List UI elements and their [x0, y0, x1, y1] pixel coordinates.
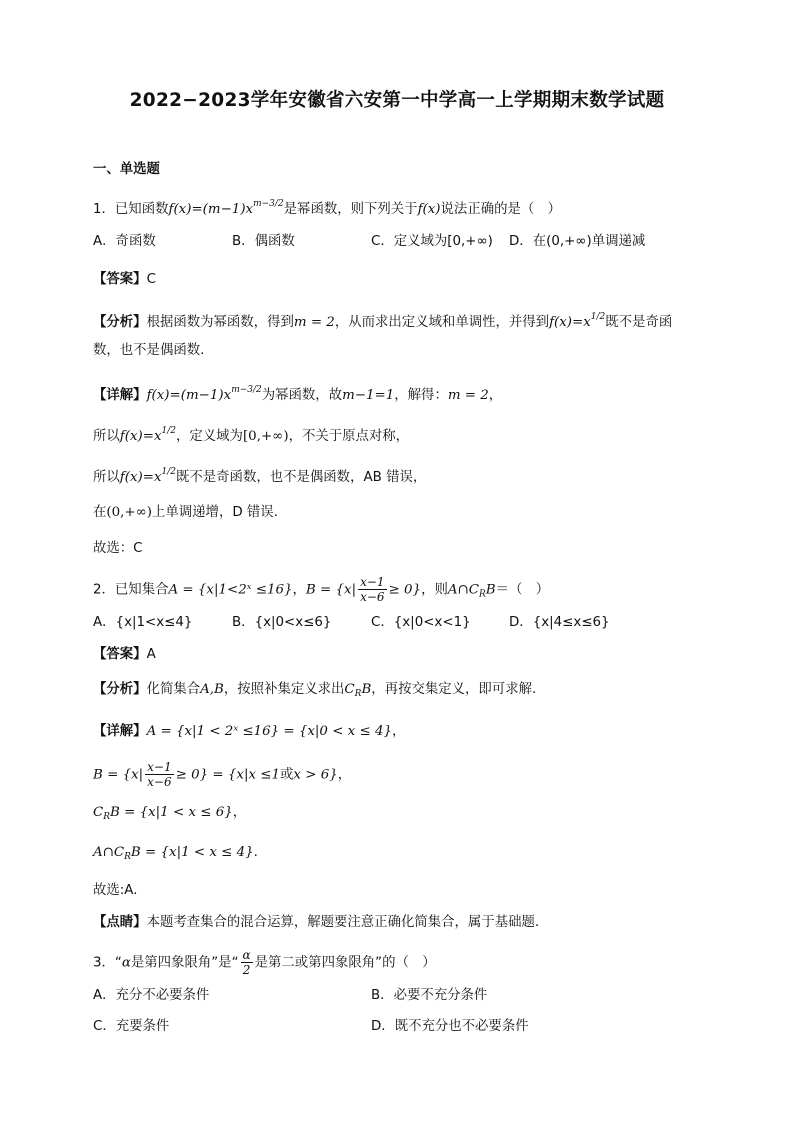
q2-detail-4: $A\cap C_RB = \{x|1 < x \le 4\}$.: [93, 845, 258, 862]
q2-option-c: C．{x|0<x<1}: [371, 615, 471, 630]
q1-answer: 【答案】C: [93, 272, 156, 287]
q2-answer: 【答案】A: [93, 647, 156, 662]
q2-detail-1: 【详解】A = {x|1 < 2ˣ ≤16} = {x|0 < x ≤ 4}，: [93, 724, 406, 739]
section-heading: 一、单选题: [93, 162, 160, 177]
question-1-stem: 1．已知函数$f(x)=(m-1)x^{m-3/2}$是幂函数，则下列关于f(x)说法正确的是（ ）: [93, 199, 562, 217]
q1-detail-2: 所以$f(x)=x^{1/2}$，定义域为[0,+∞)，不关于原点对称，: [93, 426, 410, 444]
document-title: 2022−2023学年安徽省六安第一中学高一上学期期末数学试题: [129, 90, 665, 111]
q2-detail-2: B = {x| $\frac{x-1}{x-6}$ ≥ 0} = {x|x ≤1或x > 6}，: [93, 760, 352, 789]
q1-detail-3: 所以$f(x)=x^{1/2}$既不是奇函数，也不是偶函数，AB 错误，: [93, 467, 427, 485]
q1-option-d: D．在(0,+∞)单调递减: [509, 234, 646, 249]
q2-option-a: A．{x|1<x≤4}: [93, 615, 193, 630]
q1-option-a: A．奇函数: [93, 234, 156, 249]
q1-detail-4: 在(0,+∞)上单调递增，D 错误.: [93, 505, 278, 520]
question-2-stem: 2．已知集合A = {x|1<2ˣ ≤16}，B = {x| $\frac{x-1}{x-6}$ ≥ 0}，则$A\cap C_RB=$（ ）: [93, 575, 550, 604]
q3-option-d: D．既不充分也不必要条件: [371, 1019, 529, 1034]
q2-option-b: B．{x|0<x≤6}: [232, 615, 332, 630]
q2-detail-3: $C_RB = \{x|1 < x \le 6\}$，: [93, 805, 247, 822]
q1-option-c: C．定义域为[0,+∞): [371, 234, 493, 249]
q1-detail-1: 【详解】$f(x)=(m-1)x^{m-3/2}$为幂函数，故m−1=1，解得：m = 2，: [93, 385, 503, 403]
q2-analysis: 【分析】化简集合A,B，按照补集定义求出$C_RB$，再按交集定义，即可求解.: [93, 682, 537, 699]
q2-choose: 故选:A.: [93, 883, 138, 898]
q3-option-b: B．必要不充分条件: [371, 988, 488, 1003]
q1-analysis: 【分析】根据函数为幂函数，得到m = 2，从而求出定义域和单调性，并得到$f(x)=x^{1/2}$既不是奇函: [93, 312, 673, 330]
q2-option-d: D．{x|4≤x≤6}: [509, 615, 610, 630]
q2-comment: 【点睛】本题考查集合的混合运算，解题要注意正确化简集合，属于基础题.: [93, 915, 540, 930]
q3-option-c: C．充要条件: [93, 1019, 170, 1034]
q1-option-b: B．偶函数: [232, 234, 295, 249]
q1-analysis-cont: 数，也不是偶函数.: [93, 343, 205, 358]
q1-choose: 故选：C: [93, 541, 143, 556]
question-3-stem: 3．“α是第四象限角”是“ $\frac{\alpha}{2}$ 是第二或第四象限角”的（ ）: [93, 948, 436, 977]
q3-option-a: A．充分不必要条件: [93, 988, 210, 1003]
